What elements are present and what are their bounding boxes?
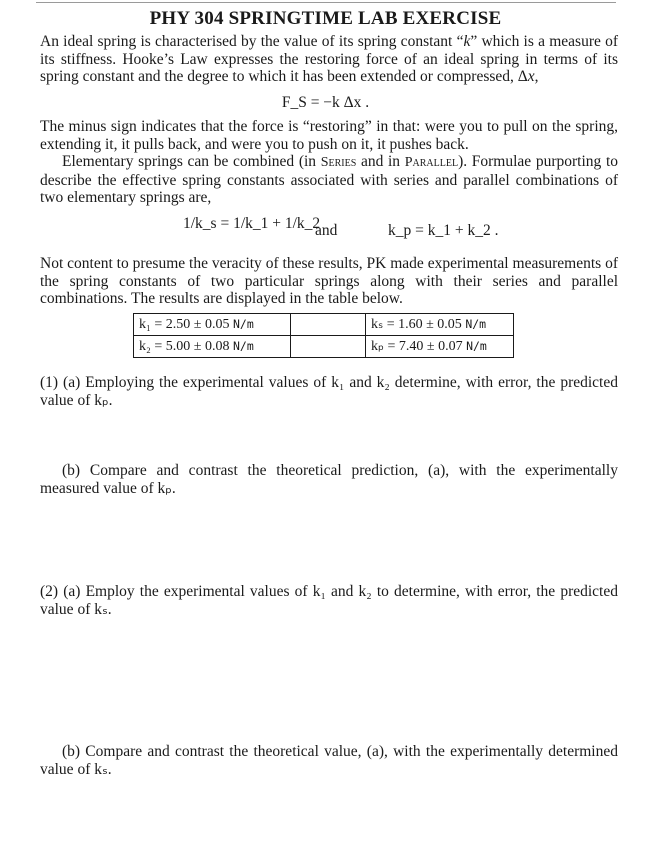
table-cell: k₂ = 5.00 ± 0.08 N/m <box>134 336 291 358</box>
intro-paragraph: An ideal spring is characterised by the value of its spring constant “k” which is a measure of its stiffness. Hooke’s Law expresses the restoring force of an ideal spring in terms of its spring constant and the degree to which it has been extended or compressed, Δx, <box>40 33 618 85</box>
table-cell: kₛ = 1.60 ± 0.05 N/m <box>366 314 514 336</box>
table-cell: k₁ = 2.50 ± 0.05 N/m <box>134 314 291 336</box>
table-row <box>134 314 514 336</box>
hooke-law-equation: F_S = −k Δx . <box>281 94 370 111</box>
table-cell: kₚ = 7.40 ± 0.07 N/m <box>366 336 514 358</box>
top-rule <box>36 2 616 3</box>
results-table <box>133 313 514 358</box>
formula-and: and <box>315 222 338 239</box>
question-1b: (b) Compare and contrast the theoretical prediction, (a), with the experimentally measured value of kₚ. <box>40 462 618 497</box>
question-1a: (1) (a) Employing the experimental values of k₁ and k₂ determine, with error, the predicted value of kₚ. <box>40 374 618 409</box>
page-title: PHY 304 SPRINGTIME LAB EXERCISE <box>149 8 502 29</box>
series-formula: 1/k_s = 1/k_1 + 1/k_2 <box>183 215 321 232</box>
combination-paragraph: Elementary springs can be combined (in Series and in Parallel). Formulae purporting to describe the effective spring constants associated with series and parallel combinations of two elementary springs are, <box>40 153 618 206</box>
parallel-formula: k_p = k_1 + k_2 . <box>388 222 499 239</box>
table-cell-empty <box>291 336 366 358</box>
table-row <box>134 336 514 358</box>
table-cell-empty <box>291 314 366 336</box>
restoring-paragraph: The minus sign indicates that the force is “restoring” in that: were you to pull on the spring, extending it, it pulls back, and were you to push on it, it pushes back. <box>40 118 618 153</box>
question-2b: (b) Compare and contrast the theoretical value, (a), with the experimentally determined value of kₛ. <box>40 743 618 778</box>
measurements-paragraph: Not content to presume the veracity of these results, PK made experimental measurements of the spring constants of two particular springs along with their series and parallel combinations. The results are displayed in the table below. <box>40 255 618 307</box>
question-2a: (2) (a) Employ the experimental values of k₁ and k₂ to determine, with error, the predicted value of kₛ. <box>40 583 618 618</box>
combination-formulae <box>0 213 651 253</box>
